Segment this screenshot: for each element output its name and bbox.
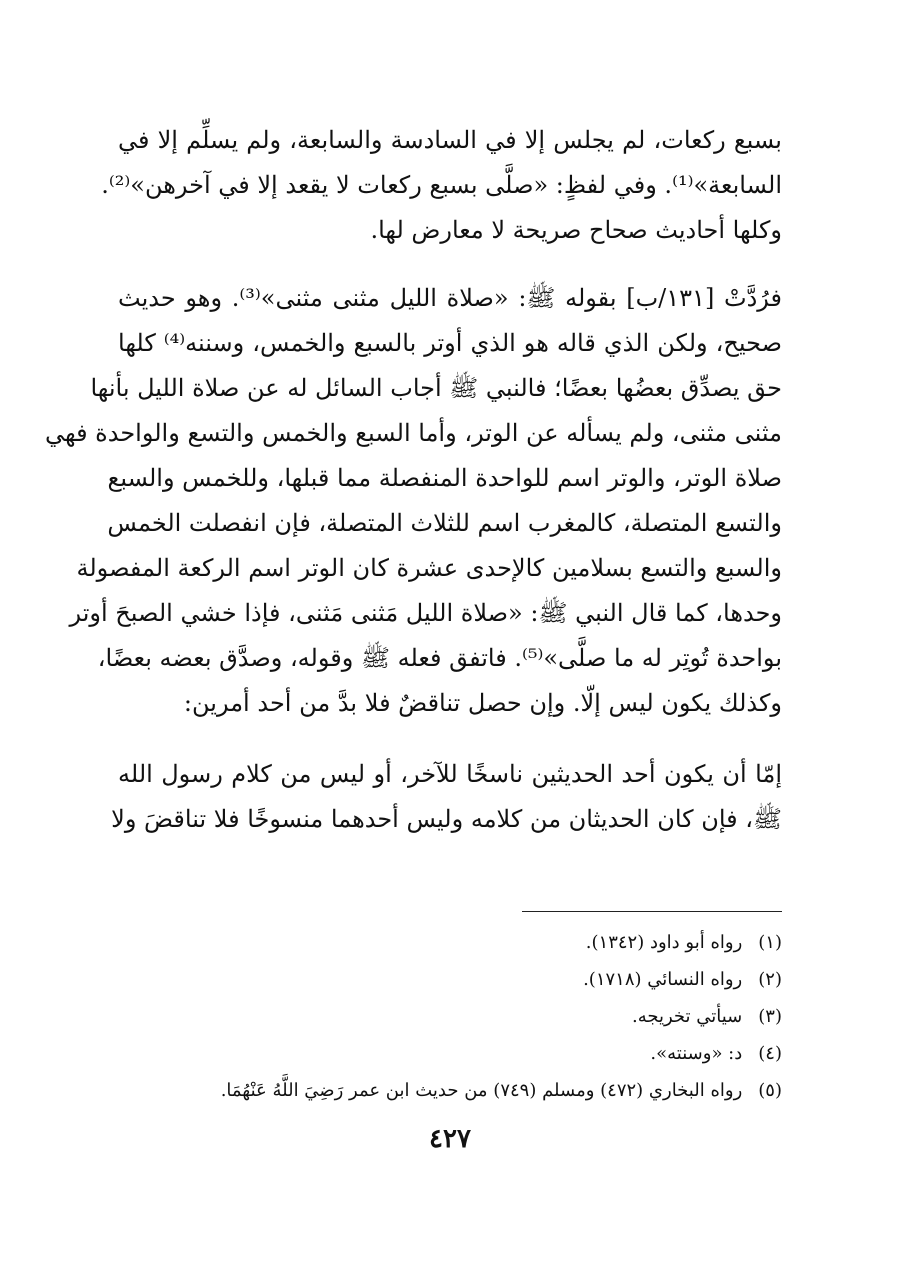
text-line: صحيح، ولكن الذي قاله هو الذي أوتر بالسبع والخمس، وسننه⁽⁴⁾ كلها — [118, 329, 782, 357]
text-line: والتسع المتصلة، كالمغرب اسم للثلاث المتصلة، فإن انفصلت الخمس — [107, 509, 782, 537]
text-line: بسبع ركعات، لم يجلس إلا في السادسة والسابعة، ولم يسلِّم إلا في — [118, 126, 782, 154]
text-line: وحدها، كما قال النبي ﷺ: «صلاة الليل مَثنى مَثنى، فإذا خشي الصبحَ أوتر — [69, 599, 782, 627]
footnote-text: د: «وسنته». — [650, 1043, 743, 1064]
text-line: حق يصدِّق بعضُها بعضًا؛ فالنبي ﷺ أجاب السائل له عن صلاة الليل بأنها — [90, 374, 782, 402]
footnote-number: (١) — [758, 932, 782, 953]
footnote-divider — [522, 911, 782, 912]
footnote-item — [118, 1035, 782, 1072]
text-line: فرُدَّتْ [١٣١/ب] بقوله ﷺ: «صلاة الليل مثنى مثنى»⁽³⁾. وهو حديث — [118, 284, 783, 312]
footnote-number: (٤) — [758, 1043, 782, 1064]
text-line: وكلها أحاديث صحاح صريحة لا معارض لها. — [370, 216, 782, 244]
text-line: السابعة»⁽¹⁾. وفي لفظٍ: «صلَّى بسبع ركعات لا يقعد إلا في آخرهن»⁽²⁾. — [101, 171, 782, 199]
footnote-item — [118, 924, 782, 961]
footnote-text: رواه أبو داود (١٣٤٢). — [585, 932, 743, 953]
text-line: مثنى مثنى، ولم يسأله عن الوتر، وأما السبع والخمس والتسع والواحدة فهي — [45, 419, 782, 447]
footnote-number: (٢) — [758, 969, 782, 990]
text-line: ﷺ، فإن كان الحديثان من كلامه وليس أحدهما منسوخًا فلا تناقضَ ولا — [111, 805, 782, 833]
text-line: صلاة الوتر، والوتر اسم للواحدة المنفصلة مما قبلها، وللخمس والسبع — [107, 464, 782, 492]
footnote-text: رواه النسائي (١٧١٨). — [583, 969, 743, 990]
footnote-item — [118, 961, 782, 998]
footnotes-list — [118, 924, 782, 1109]
text-line: والسبع والتسع بسلامين كالإحدى عشرة كان الوتر اسم الركعة المفصولة — [76, 554, 782, 582]
footnote-text: رواه البخاري (٤٧٢) ومسلم (٧٤٩) من حديث ابن عمر رَضِيَ اللَّهُ عَنْهُمَا. — [220, 1080, 743, 1101]
footnote-number: (٣) — [758, 1006, 782, 1027]
text-line: بواحدة تُوتِر له ما صلَّى»⁽⁵⁾. فاتفق فعله ﷺ وقوله، وصدَّق بعضه بعضًا، — [97, 644, 782, 672]
page-number: ٤٢٧ — [429, 1124, 471, 1154]
paragraph-2 — [45, 276, 783, 726]
footnote-number: (٥) — [758, 1080, 782, 1101]
footnote-item — [118, 998, 782, 1035]
paragraph-3 — [111, 752, 782, 842]
text-line: إمّا أن يكون أحد الحديثين ناسخًا للآخر، أو ليس من كلام رسول الله — [118, 760, 782, 788]
footnote-item — [118, 1072, 782, 1109]
paragraph-1 — [101, 118, 782, 253]
footnote-text: سيأتي تخريجه. — [631, 1006, 743, 1027]
text-line: وكذلك يكون ليس إلّا. وإن حصل تناقضٌ فلا بدَّ من أحد أمرين: — [183, 689, 782, 717]
